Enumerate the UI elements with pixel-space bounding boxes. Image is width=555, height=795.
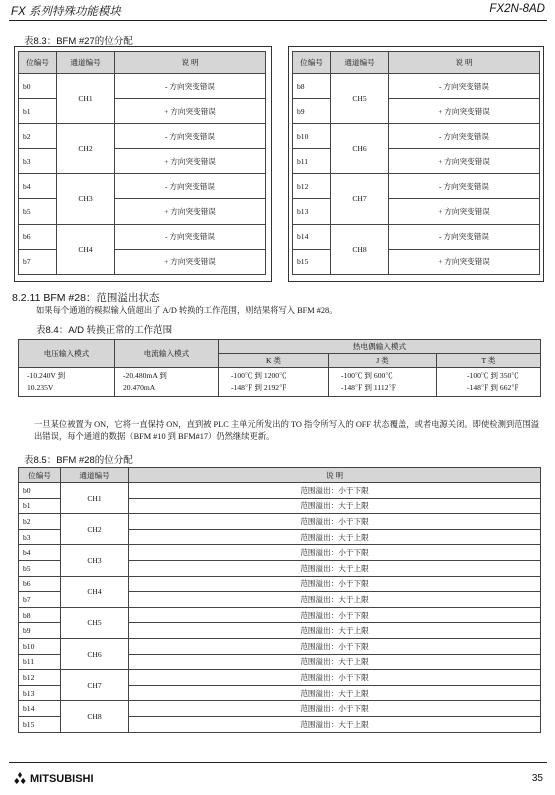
description-cell: 范围溢出：小于下限: [129, 638, 541, 654]
table-row: [19, 483, 541, 499]
k-range-line2: -148℉ 到 2192℉: [231, 383, 287, 392]
table-row: [293, 99, 540, 124]
voltage-range-cell: [19, 368, 115, 397]
table-row: [19, 74, 266, 99]
bfm27-table-right: [292, 51, 540, 275]
page-number: 35: [531, 773, 543, 784]
bit-cell: b8: [293, 74, 331, 99]
description-cell: - 方向突变错误: [115, 224, 266, 249]
table2-caption: 表8.4：A/D 转换正常的工作范围: [36, 325, 173, 336]
j-range-line2: -148℉ 到 1112℉: [341, 383, 397, 392]
bit-cell: b4: [19, 545, 61, 561]
channel-cell: CH4: [57, 224, 115, 274]
channel-cell: CH5: [331, 74, 389, 124]
description-cell: 范围溢出：大于上限: [129, 654, 541, 670]
channel-cell: CH1: [57, 74, 115, 124]
bit-cell: b6: [19, 224, 57, 249]
channel-cell: CH1: [61, 483, 129, 514]
ad-range-table: [18, 339, 541, 397]
description-cell: + 方向突变错误: [115, 149, 266, 174]
section-paragraph: 如果每个通道的模拟输入值超出了 A/D 转换的工作范围，则结果将写入 BFM #28。: [36, 306, 338, 315]
table3-caption: 表8.5：BFM #28的位分配: [24, 455, 133, 466]
channel-cell: CH2: [61, 514, 129, 545]
channel-cell: CH4: [61, 576, 129, 607]
bit-cell: b7: [19, 249, 57, 274]
bit-cell: b9: [19, 623, 61, 639]
channel-cell: CH6: [61, 638, 129, 669]
description-cell: 范围溢出：小于下限: [129, 545, 541, 561]
description-cell: 范围溢出：大于上限: [129, 592, 541, 608]
table-row: [293, 74, 540, 99]
description-cell: 范围溢出：小于下限: [129, 576, 541, 592]
bit-cell: b3: [19, 149, 57, 174]
description-cell: 范围溢出：小于下限: [129, 670, 541, 686]
description-cell: 范围溢出：小于下限: [129, 607, 541, 623]
bit-cell: b3: [19, 529, 61, 545]
table-row: [19, 638, 541, 654]
bit-cell: b1: [19, 99, 57, 124]
bit-cell: b4: [19, 174, 57, 199]
bit-cell: b12: [293, 174, 331, 199]
description-cell: + 方向突变错误: [115, 99, 266, 124]
bit-cell: b8: [19, 607, 61, 623]
table-row: [19, 670, 541, 686]
channel-cell: CH8: [61, 701, 129, 732]
description-cell: 范围溢出：大于上限: [129, 623, 541, 639]
bit-cell: b11: [19, 654, 61, 670]
channel-cell: CH3: [57, 174, 115, 224]
th-channel-number: 通道编号: [61, 468, 129, 483]
description-cell: 范围溢出：小于下限: [129, 514, 541, 530]
bit-cell: b6: [19, 576, 61, 592]
bit-cell: b10: [19, 638, 61, 654]
table-row: [19, 701, 541, 717]
j-range-line1: -100℃ 到 600℃: [341, 371, 393, 380]
th-k-type: K 类: [219, 354, 329, 368]
bit-cell: b10: [293, 124, 331, 149]
description-cell: - 方向突变错误: [389, 124, 540, 149]
channel-cell: CH7: [61, 670, 129, 701]
table-row: [19, 576, 541, 592]
th-description: 说 明: [115, 52, 266, 74]
section-title: 8.2.11 BFM #28：范围溢出状态: [12, 292, 160, 304]
bit-cell: b7: [19, 592, 61, 608]
mitsubishi-diamonds-icon: [13, 772, 27, 784]
bit-cell: b14: [19, 701, 61, 717]
description-cell: 范围溢出：大于上限: [129, 716, 541, 732]
header-model-name: FX2N-8AD: [489, 3, 545, 15]
current-range-cell: [115, 368, 219, 397]
bit-cell: b13: [293, 199, 331, 224]
th-description: 说 明: [389, 52, 540, 74]
table-row: [19, 149, 266, 174]
table-row: [19, 224, 266, 249]
channel-cell: CH2: [57, 124, 115, 174]
table-row: [293, 174, 540, 199]
bit-cell: b5: [19, 560, 61, 576]
table-row: [19, 607, 541, 623]
description-cell: - 方向突变错误: [389, 74, 540, 99]
bit-cell: b15: [293, 249, 331, 274]
table-row: [19, 249, 266, 274]
table-row: [19, 99, 266, 124]
description-cell: - 方向突变错误: [389, 174, 540, 199]
description-cell: + 方向突变错误: [389, 249, 540, 274]
table-row: [19, 174, 266, 199]
bit-cell: b12: [19, 670, 61, 686]
description-cell: - 方向突变错误: [115, 74, 266, 99]
channel-cell: CH3: [61, 545, 129, 576]
table-row: [19, 545, 541, 561]
th-bit-number: 位编号: [19, 52, 57, 74]
t-range-line1: -100℃ 到 350℃: [467, 371, 519, 380]
table-row: [293, 149, 540, 174]
description-cell: - 方向突变错误: [115, 124, 266, 149]
description-cell: 范围溢出：大于上限: [129, 685, 541, 701]
table-row: [293, 199, 540, 224]
description-cell: 范围溢出：小于下限: [129, 701, 541, 717]
table-row: [293, 124, 540, 149]
th-channel-number: 通道编号: [57, 52, 115, 74]
channel-cell: CH5: [61, 607, 129, 638]
description-cell: - 方向突变错误: [389, 224, 540, 249]
bit-cell: b0: [19, 74, 57, 99]
description-cell: 范围溢出：大于上限: [129, 560, 541, 576]
table-row: [293, 224, 540, 249]
current-range-line2: 20.470mA: [123, 383, 156, 392]
table-row: [19, 199, 266, 224]
bit-cell: b13: [19, 685, 61, 701]
table-row: [19, 124, 266, 149]
k-range-cell: [219, 368, 329, 397]
th-current-mode: 电流输入模式: [115, 340, 219, 368]
description-cell: + 方向突变错误: [115, 249, 266, 274]
bit-cell: b15: [19, 716, 61, 732]
channel-cell: CH8: [331, 224, 389, 274]
description-cell: + 方向突变错误: [115, 199, 266, 224]
page-header: [9, 2, 547, 21]
channel-cell: CH7: [331, 174, 389, 224]
th-j-type: J 类: [329, 354, 437, 368]
mitsubishi-logo: [13, 772, 94, 785]
voltage-range-line1: -10.240V 到: [27, 371, 66, 380]
description-cell: + 方向突变错误: [389, 199, 540, 224]
th-channel-number: 通道编号: [331, 52, 389, 74]
description-cell: 范围溢出：大于上限: [129, 498, 541, 514]
bit-cell: b1: [19, 498, 61, 514]
th-thermocouple-mode: 热电偶输入模式: [219, 340, 541, 354]
bit-cell: b14: [293, 224, 331, 249]
table1-caption: 表8.3：BFM #27的位分配: [24, 36, 133, 47]
t-range-cell: [437, 368, 541, 397]
bfm28-table: [18, 467, 541, 733]
bit-cell: b0: [19, 483, 61, 499]
bfm27-table-left: [18, 51, 266, 275]
j-range-cell: [329, 368, 437, 397]
bit-cell: b11: [293, 149, 331, 174]
logo-text: MITSUBISHI: [30, 773, 94, 785]
bit-cell: b9: [293, 99, 331, 124]
t-range-line2: -148℉ 到 662℉: [467, 383, 519, 392]
description-cell: + 方向突变错误: [389, 149, 540, 174]
description-cell: 范围溢出：大于上限: [129, 529, 541, 545]
bit-cell: b5: [19, 199, 57, 224]
description-cell: + 方向突变错误: [389, 99, 540, 124]
bit-cell: b2: [19, 124, 57, 149]
description-cell: - 方向突变错误: [115, 174, 266, 199]
th-t-type: T 类: [437, 354, 541, 368]
k-range-line1: -100℃ 到 1200℃: [231, 371, 287, 380]
voltage-range-line2: 10.235V: [27, 383, 54, 392]
th-description: 说 明: [129, 468, 541, 483]
header-series-title: FX 系列特殊功能模块: [11, 6, 121, 18]
th-bit-number: 位编号: [19, 468, 61, 483]
description-cell: 范围溢出：小于下限: [129, 483, 541, 499]
th-voltage-mode: 电压输入模式: [19, 340, 115, 368]
page-footer: [9, 762, 547, 789]
bit-cell: b2: [19, 514, 61, 530]
th-bit-number: 位编号: [293, 52, 331, 74]
channel-cell: CH6: [331, 124, 389, 174]
table-row: [293, 249, 540, 274]
table-row: [19, 514, 541, 530]
overflow-note-paragraph: 一旦某位被置为 ON，它将一直保持 ON，直到被 PLC 主单元所发出的 TO 指令所写入的 OFF 状态覆盖，或者电源关闭。即使检测到范围溢出错误，每个通道的数据（BFM #10 到 BFM#17）仍然继续更新。: [34, 420, 540, 441]
current-range-line1: -20.480mA 到: [123, 371, 167, 380]
